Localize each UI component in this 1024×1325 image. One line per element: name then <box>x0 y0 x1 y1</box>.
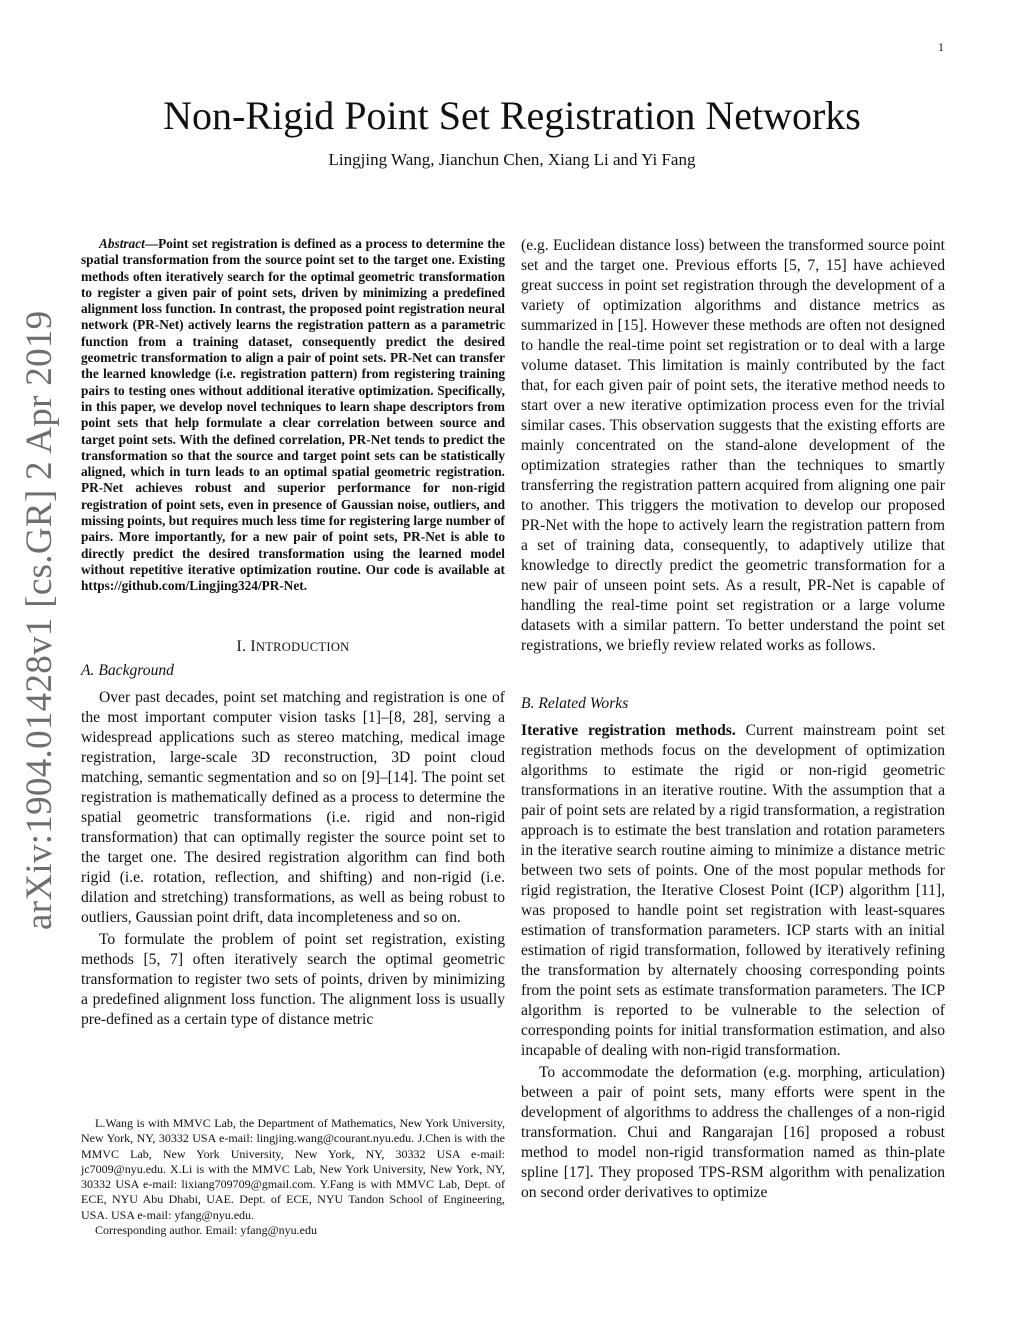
paragraph <box>521 721 945 1061</box>
left-column <box>81 236 505 1030</box>
right-column <box>521 236 945 1203</box>
paragraph: Over past decades, point set matching and registration is one of the most important computer vision tasks [1]–[8, 28], serving a widespread applications such as stereo matching, medical image registration, large-scale 3D reconstruction, 3D point cloud matching, semantic segmentation and so on [9]–[14]. The point set registration is mathematically defined as a process to determine the spatial geometric transformations (i.e. rigid and non-rigid transformation) that can optimally register the source point set to the target one. The desired registration algorithm can find both rigid (i.e. rotation, reflection, and shifting) and non-rigid (i.e. dilation and stretching) transformations, as well as being robust to outliers, Gaussian point drift, data incompleteness and so on. <box>81 688 505 926</box>
paper-title: Non-Rigid Point Set Registration Networks <box>163 93 861 138</box>
section-title-initial: I <box>250 637 256 655</box>
arxiv-identifier-stamp[interactable]: arXiv:1904.01428v1 [cs.GR] 2 Apr 2019 <box>19 310 60 930</box>
abstract-text: Point set registration is defined as a process to determine the spatial transformation from the source point set to the target one. Existing methods often iteratively search for the optimal geometric transformation to register a given pair of point sets, driven by minimizing a predefined alignment loss function. In contrast, the proposed point registration neural network (PR-Net) actively learns the registration pattern as a parametric function from a training dataset, consequently predict the desired geometric transformation to align a pair of point sets. PR-Net can transfer the learned knowledge (i.e. registration pattern) from registering training pairs to testing ones without additional iterative optimization. Specifically, in this paper, we develop novel techniques to learn shape descriptors from point sets that help formulate a clear correlation between source and target point sets. With the defined correlation, PR-Net tends to predict the transformation so that the source and target point sets can be statistically aligned, which in turn leads to an optimal spatial geometric registration. PR-Net achieves robust and superior performance for non-rigid registration of point sets, even in presence of Gaussian noise, outliers, and missing points, but requires much less time for registering large number of pairs. More importantly, for a new pair of point sets, PR-Net is able to directly predict the desired transformation using the learned model without repetitive iterative optimization routine. Our code is available at https://github.com/Lingjing324/PR-Net. <box>81 236 505 594</box>
paragraph: To formulate the problem of point set registration, existing methods [5, 7] often iteratively search the optimal geometric transformation to register two sets of points, driven by minimizing a predefined alignment loss function. The alignment loss is usually pre-defined as a certain type of distance metric <box>81 930 505 1028</box>
author-footnote <box>81 1116 505 1238</box>
paragraph: To accommodate the deformation (e.g. morphing, articulation) between a pair of point sets, many efforts were spent in the development of algorithms to address the challenges of a non-rigid transformation. Chui and Rangarajan [16] proposed a robust method to model non-rigid transformation named as thin-plate spline [17]. They proposed TPS-RSM algorithm with penalization on second order derivatives to optimize <box>521 1064 945 1201</box>
subsection-heading-related-works: B. Related Works <box>521 695 629 712</box>
abstract-label: Abstract <box>99 236 145 251</box>
footnote-corresponding-author: Corresponding author. Email: yfang@nyu.edu <box>95 1223 318 1238</box>
abstract <box>81 236 505 595</box>
author-list: Lingjing Wang, Jianchun Chen, Xiang Li and Yi Fang <box>328 150 696 169</box>
page-number: 1 <box>938 40 944 54</box>
section-heading-introduction <box>81 637 505 657</box>
section-title-rest: NTRODUCTION <box>255 639 350 654</box>
paragraph-text: Current mainstream point set registration methods focus on the development of optimization algorithms to estimate the rigid or non-rigid geometric transformations in an iterative routine. With the assumption that a pair of point sets are related by a rigid transformation, a registration approach is to estimate the best translation and rotation parameters in the iterative search routine aiming to minimize a distance metric between two sets of points. One of the most popular methods for rigid registration, the Iterative Closest Point (ICP) algorithm [11], was proposed to handle point set registration with least-squares estimation of transformation parameters. ICP starts with an initial estimation of rigid transformation, followed by iteratively refining the transformation by alternately choosing corresponding points from the point sets as estimate transformation parameters. The ICP algorithm is reported to be vulnerable to the selection of corresponding points for initial transformation estimation, and also incapable of dealing with non-rigid transformation. <box>521 722 945 1059</box>
run-in-heading: Iterative registration methods. <box>521 722 736 739</box>
subsection-heading-background: A. Background <box>81 661 174 679</box>
footnote-affiliations: L.Wang is with MMVC Lab, the Department of Mathematics, New York University, New York, NY, 30332 USA e-mail: lingjing.wang@courant.nyu.edu. J.Chen is with the MMVC Lab, New York University, New York, NY, 30332 USA e-mail: jc7009@nyu.edu. X.Li is with the MMVC Lab, New York University, New York, NY, 30332 USA e-mail: lixiang709709@gmail.com. Y.Fang is with MMVC Lab, Dept. of ECE, NYU Abu Dhabi, UAE. Dept. of ECE, NYU Tandon School of Engineering, USA. USA e-mail: yfang@nyu.edu. <box>81 1116 505 1222</box>
paragraph: (e.g. Euclidean distance loss) between the transformed source point set and the target one. Previous efforts [5, 7, 15] have achieved great success in point set registration through the development of a variety of optimization algorithms and distance metrics as summarized in [15]. However these methods are often not designed to handle the real-time point set registration or to deal with a large volume dataset. This limitation is mainly contributed by the fact that, for each given pair of point sets, the iterative method needs to start over a new iterative optimization process even for the trivial similar cases. This observation suggests that the existing efforts are mainly concentrated on the stand-alone development of the optimization strategies rather than the techniques to smartly transferring the registration pattern acquired from aligning one pair to another. This triggers the motivation to develop our proposed PR-Net with the hope to actively learn the registration pattern from a set of training data, consequently, to adaptively utilize that knowledge to directly predict the geometric transformation for a new pair of unseen point sets. As a result, PR-Net is capable of handling the real-time point set registration or a large volume datasets with a similar pattern. To better understand the point set registrations, we briefly review related works as follows. <box>521 237 945 654</box>
abstract-dash: — <box>144 236 159 251</box>
section-number: I. <box>236 637 247 655</box>
